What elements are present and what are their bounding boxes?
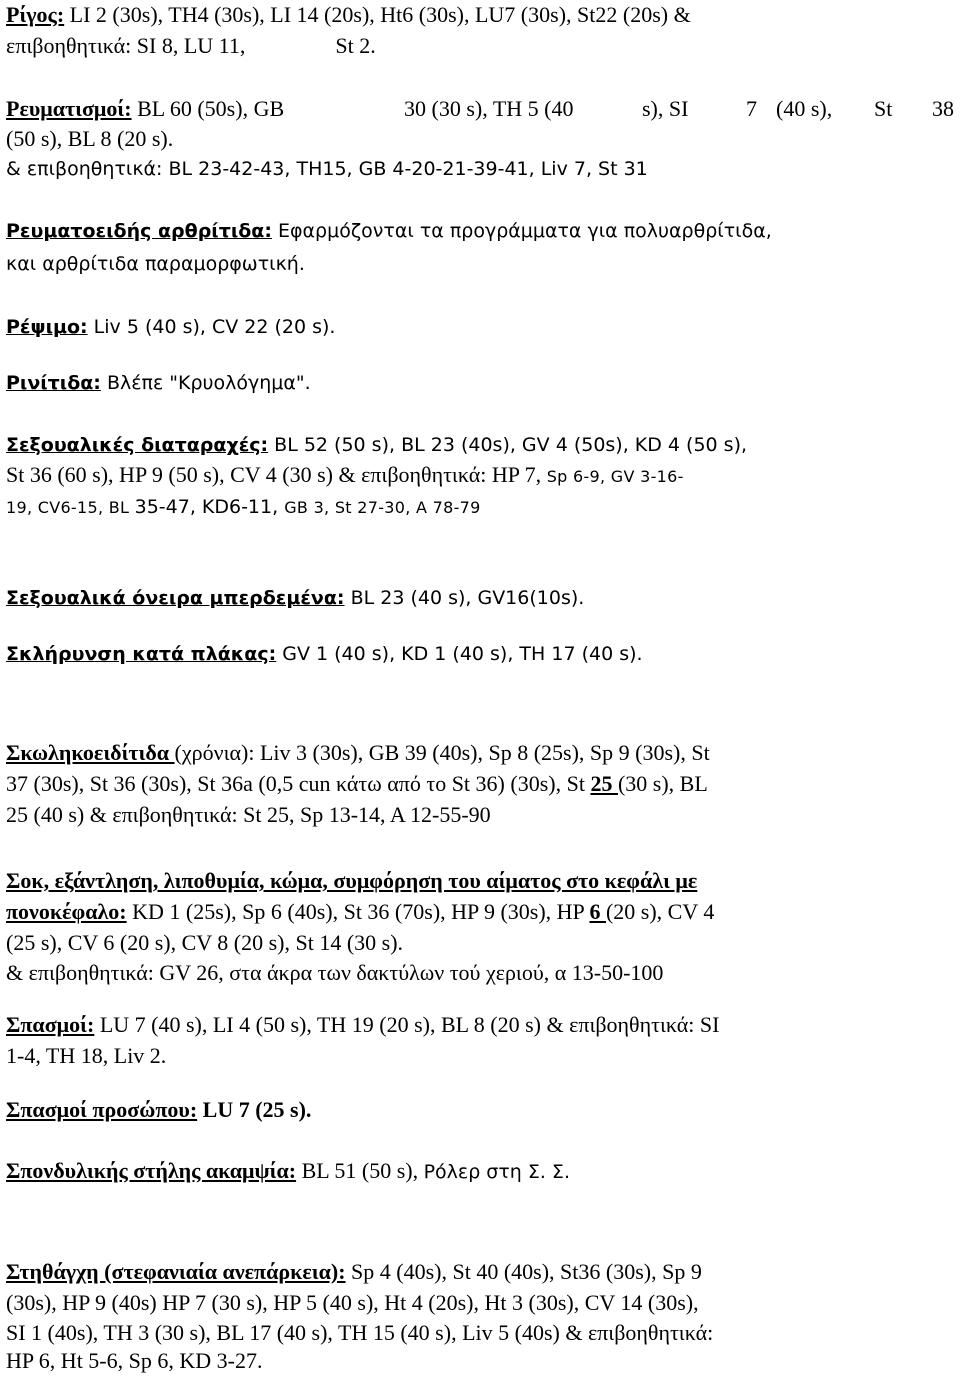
entry-spondylikis [6, 1158, 570, 1185]
entry-stithagxi-line-3 [6, 1320, 713, 1346]
entry-revmatismoi-line-3 [6, 156, 648, 182]
entry-text: 38 [932, 96, 954, 121]
entry-sok-line-3 [6, 930, 403, 956]
entry-text: BL 51 (50 s), [296, 1158, 424, 1183]
entry-skolikoeiditida-line-3 [6, 802, 491, 828]
entry-revmatismoi-line-1d [746, 96, 757, 122]
entry-text: 30 (30 s), TH 5 (40 [404, 96, 574, 121]
entry-heading: Ρέψιμο: [6, 316, 88, 338]
entry-text: 6 [589, 899, 606, 924]
entry-stithagxi-line-4 [6, 1348, 262, 1374]
entry-revmatismoi-line-1f [874, 96, 892, 122]
entry-text: Εφαρμόζονται τα προγράμματα για πολυαρθρίτιδα, [271, 220, 772, 242]
entry-revmatoeidis-line-1 [6, 218, 772, 244]
entry-text: KD 1 (25s), Sp 6 (40s), St 36 (70s), HP 9 (30s), HP [126, 899, 590, 924]
entry-text: GV 1 (40 s), KD 1 (40 s), TH 17 (40 s). [276, 643, 643, 665]
entry-text: (30 s), BL [617, 771, 708, 796]
entry-text: 1-4, TH 18, Liv 2. [6, 1043, 167, 1068]
entry-stithagxi-line-1 [6, 1259, 702, 1285]
entry-revmatismoi-line-1g [932, 96, 954, 122]
entry-heading: Σκλήρυνση κατά πλάκας: [6, 643, 277, 665]
entry-text: 37 (30s), St 36 (30s), St 36a (0,5 cun κάτω από το St 36) (30s), St [6, 771, 591, 796]
entry-text: (50 s), BL 8 (20 s). [6, 126, 174, 151]
entry-text: και αρθρίτιδα παραμορφωτική. [6, 253, 305, 275]
entry-text: 35-47, KD6-11, [134, 496, 285, 518]
entry-heading: Ρευματοειδής αρθρίτιδα: [6, 220, 272, 242]
entry-text: LI 2 (30s), TH4 (30s), LI 14 (20s), Ht6 (30s), LU7 (30s), St22 (20s) & [64, 2, 691, 27]
entry-spasmoi-prosopou [6, 1097, 311, 1123]
entry-spasmoi-line-2 [6, 1043, 166, 1069]
entry-text: LU 7 (40 s), LI 4 (50 s), TH 19 (20 s), BL 8 (20 s) & επιβοηθητικά: SI [94, 1012, 720, 1037]
entry-text: (χρόνια): Liv 3 (30s), GB 39 (40s), Sp 8 (25s), Sp 9 (30s), St [174, 740, 710, 765]
entry-text: 25 (40 s) & επιβοηθητικά: St 25, Sp 13-14, A 12-55-90 [6, 802, 491, 827]
entry-heading: Σεξουαλικές διαταραχές: [6, 434, 269, 456]
entry-revmatismoi-line-1c [642, 96, 688, 122]
entry-heading: Ρευματισμοί: [6, 96, 132, 121]
entry-heading: Σκωληκοειδίτιδα [6, 740, 175, 765]
entry-text: Sp 6-9, GV 3-16- [546, 467, 684, 486]
entry-text: Βλέπε "Κρυολόγημα". [100, 372, 311, 394]
entry-text: St [874, 96, 893, 121]
entry-sok-line-2 [6, 899, 714, 925]
entry-revmatismoi-line-1 [6, 96, 284, 122]
entry-text: (20 s), CV 4 [605, 899, 715, 924]
entry-text: s), SI [642, 96, 689, 121]
entry-skolikoeiditida-line-2 [6, 771, 708, 797]
entry-revmatismoi-line-2 [6, 126, 173, 152]
entry-text: St 36 (60 s), HP 9 (50 s), CV 4 (30 s) & επιβοηθητικά: HP 7, [6, 462, 547, 487]
entry-text: & επιβοηθητικά: BL 23-42-43, TH15, GB 4-20-21-39-41, Liv 7, St 31 [6, 158, 648, 180]
entry-skolikoeiditida-line-1 [6, 740, 710, 766]
entry-text: (40 s), [776, 96, 833, 121]
entry-oneira [6, 584, 584, 611]
entry-text: SI 1 (40s), TH 3 (30 s), BL 17 (40 s), TH 15 (40 s), Liv 5 (40s) & επιβοηθητικά: [6, 1320, 714, 1345]
entry-revmatismoi-line-1e [776, 96, 832, 122]
entry-sok-line-4 [6, 960, 663, 986]
entry-text: 25 [590, 771, 618, 796]
entry-sexoualikes-line-1 [6, 431, 747, 458]
entry-text: & επιβοηθητικά: GV 26, στα άκρα των δακτύλων τού χεριού, α 13-50-100 [6, 960, 664, 985]
entry-sexoualikes-line-2 [6, 462, 684, 490]
entry-sexoualikes-line-3 [6, 493, 481, 521]
entry-text: επιβοηθητικά: SI 8, LU 11, [6, 33, 246, 58]
entry-text: St 2. [335, 33, 376, 58]
entry-heading: Σοκ, εξάντληση, λιποθυμία, κώμα, συμφόρηση του αίματος στο κεφάλι με [6, 868, 698, 893]
entry-text: BL 60 (50s), GB [131, 96, 285, 121]
entry-rigos-line-1 [6, 2, 691, 28]
entry-heading: πονοκέφαλο: [6, 899, 127, 924]
entry-sok-line-1 [6, 868, 697, 894]
entry-text: BL 23 (40 s), GV16(10s). [344, 587, 585, 609]
entry-text: Liv 5 (40 s), CV 22 (20 s). [87, 316, 336, 338]
entry-rinitida [6, 370, 311, 396]
entry-heading: Σεξουαλικά όνειρα μπερδεμένα: [6, 587, 345, 609]
entry-text: Ρόλερ στη Σ. Σ. [423, 1161, 570, 1183]
entry-heading: Σπασμοί προσώπου: [6, 1097, 198, 1122]
entry-text: (30s), HP 9 (40s) HP 7 (30 s), HP 5 (40 s), Ht 4 (20s), Ht 3 (30s), CV 14 (30s), [6, 1290, 699, 1315]
entry-text: BL 52 (50 s), BL 23 (40s), GV 4 (50s), KD 4 (50 s), [268, 434, 748, 456]
entry-spasmoi-line-1 [6, 1012, 719, 1038]
entry-heading: Ρίγος: [6, 2, 65, 27]
entry-stithagxi-line-2 [6, 1290, 699, 1316]
entry-repsimo [6, 314, 335, 340]
entry-text: GB 3, St 27-30, A 78-79 [284, 498, 481, 517]
entry-heading: Ρινίτιδα: [6, 372, 101, 394]
entry-text: LU 7 (25 s). [197, 1097, 312, 1122]
entry-heading: Σπονδυλικής στήλης ακαμψία: [6, 1158, 297, 1183]
entry-heading: Στηθάγχη (στεφανιαία ανεπάρκεια): [6, 1259, 346, 1284]
entry-text: 7 [746, 96, 757, 121]
entry-text: (25 s), CV 6 (20 s), CV 8 (20 s), St 14 (30 s). [6, 930, 404, 955]
entry-revmatoeidis-line-2 [6, 251, 305, 277]
entry-text: 19, CV6-15, BL [6, 498, 135, 517]
entry-heading: Σπασμοί: [6, 1012, 95, 1037]
entry-text: HP 6, Ht 5-6, Sp 6, KD 3-27. [6, 1348, 263, 1373]
entry-sklirynsi [6, 640, 643, 667]
entry-text: Sp 4 (40s), St 40 (40s), St36 (30s), Sp 9 [345, 1259, 702, 1284]
entry-rigos-line-2 [6, 33, 376, 59]
entry-revmatismoi-line-1b [404, 96, 573, 122]
